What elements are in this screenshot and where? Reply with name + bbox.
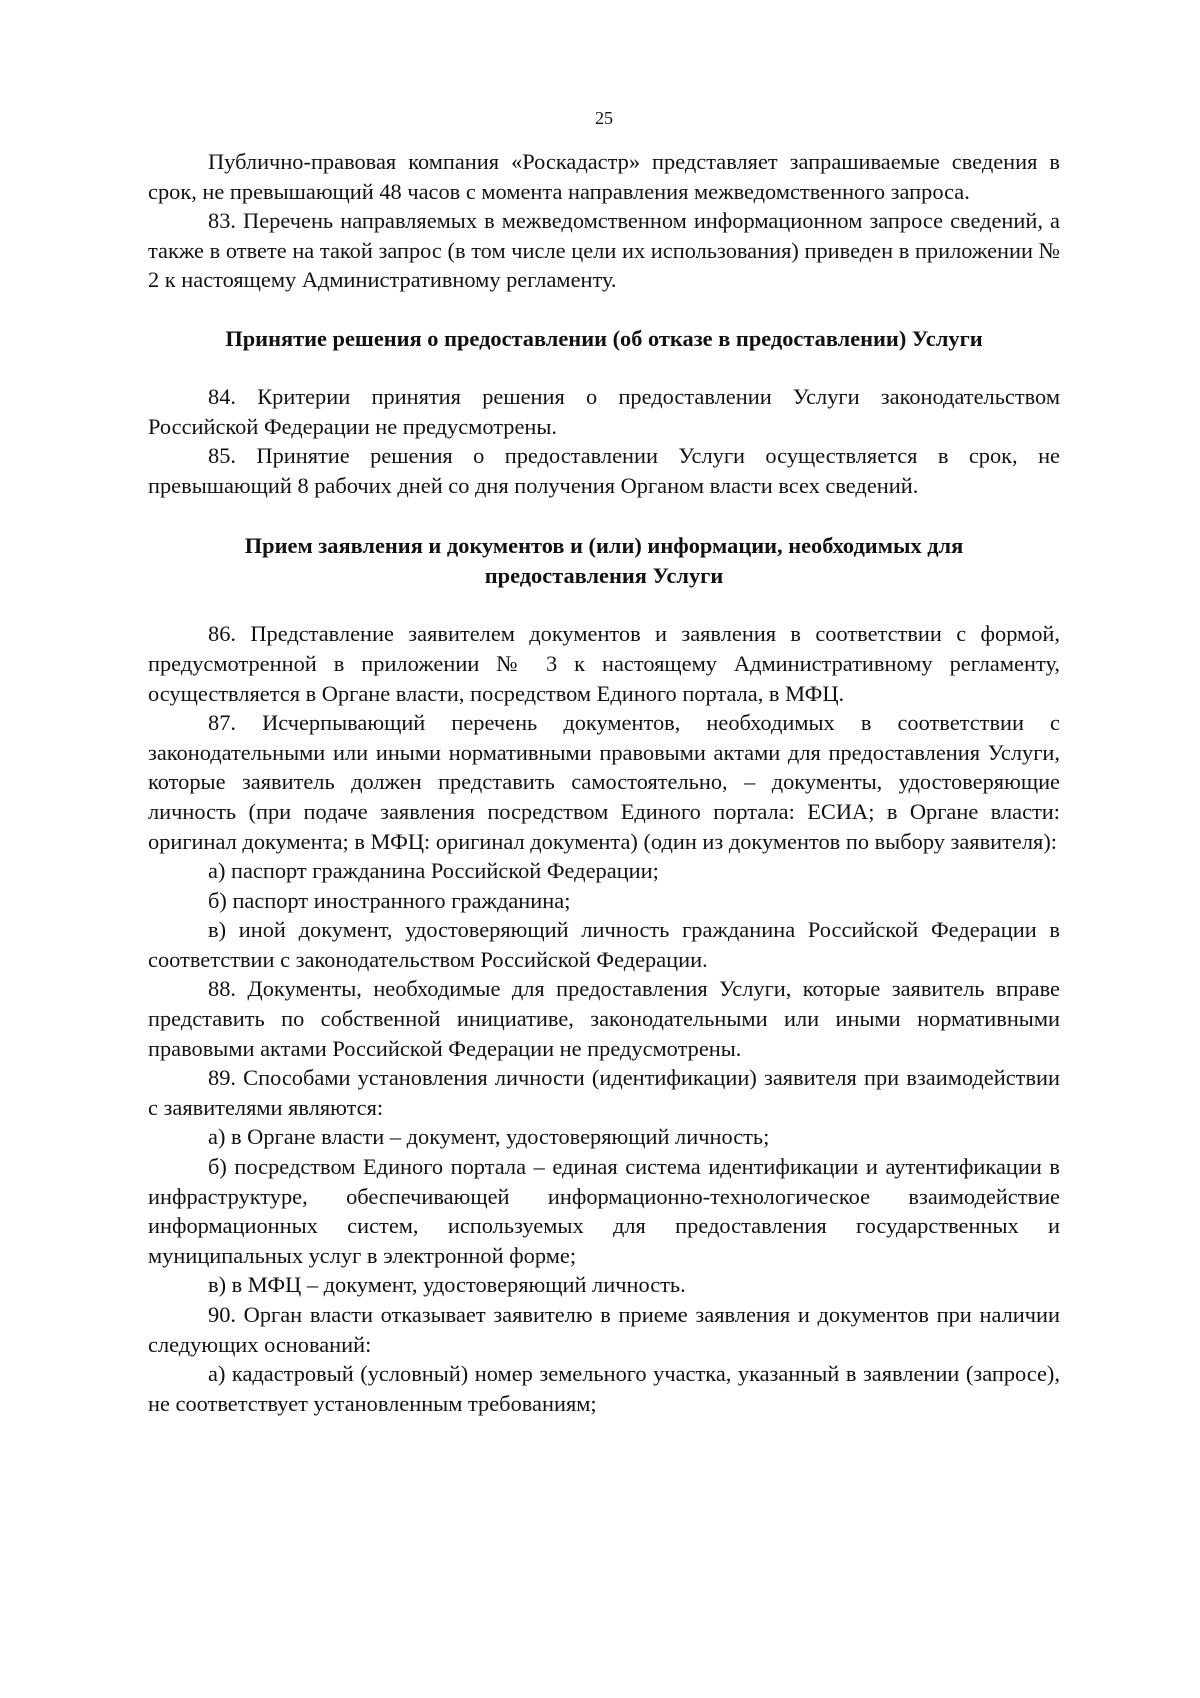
section-heading: Принятие решения о предоставлении (об отказе в предоставлении) Услуги [225,325,983,351]
paragraph: 87. Исчерпывающий перечень документов, необходимых в соответствии с законодательными или иными нормативными правовыми актами для предоставления Услуги, которые заявитель должен представить самостоятельно, – документы, удостоверяющие личность (при подаче заявления посредством Единого портала: ЕСИА; в Органе власти: оригинал документа; в МФЦ: оригинал документа) (один из документов по выбору заявителя): [148,710,1060,854]
paragraph: 85. Принятие решения о предоставлении Услуги осуществляется в срок, не превышающий 8 рабочих дней со дня получения Органом власти всех сведений. [148,443,1060,498]
list-item: б) посредством Единого портала – единая система идентификации и аутентификации в инфраструктуре, обеспечивающей информационно-технологическое взаимодействие информационных систем, используемых для предоставления государственных и муниципальных услуг в электронной форме; [148,1154,1060,1268]
paragraph: 83. Перечень направляемых в межведомственном информационном запросе сведений, а также в ответе на такой запрос (в том числе цели их использования) приведен в приложении № 2 к настоящему Административному регламенту. [148,208,1060,293]
document-body [148,147,1060,1418]
list-item: а) в Органе власти – документ, удостоверяющий личность; [208,1124,770,1150]
paragraph: Публично-правовая компания «Роскадастр» представляет запрашиваемые сведения в срок, не превышающий 48 часов с момента направления межведомственного запроса. [148,149,1060,204]
paragraph: 86. Представление заявителем документов и заявления в соответствии с формой, предусмотренной в приложении № 3 к настоящему Административному регламенту, осуществляется в Органе власти, посредством Единого портала, в МФЦ. [148,621,1060,706]
paragraph: 89. Способами установления личности (идентификации) заявителя при взаимодействии с заявителями являются: [148,1065,1060,1120]
list-item: в) в МФЦ – документ, удостоверяющий личность. [208,1272,686,1298]
list-item: а) паспорт гражданина Российской Федерации; [208,858,659,884]
paragraph: 84. Критерии принятия решения о предоставлении Услуги законодательством Российской Федерации не предусмотрены. [148,383,1060,439]
list-item: а) кадастровый (условный) номер земельного участка, указанный в заявлении (запросе), не соответствует установленным требованиям; [148,1361,1060,1416]
paragraph: 88. Документы, необходимые для предоставления Услуги, которые заявитель вправе представить по собственной инициативе, законодательными или иными нормативными правовыми актами Российской Федерации не предусмотрены. [148,976,1060,1061]
list-item: б) паспорт иностранного гражданина; [208,887,571,913]
list-item: в) иной документ, удостоверяющий личность гражданина Российской Федерации в соответствии с законодательством Российской Федерации. [148,917,1060,972]
section-heading: Прием заявления и документов и (или) информации, необходимых для предоставления Услуги [244,533,964,589]
paragraph: 90. Орган власти отказывает заявителю в приеме заявления и документов при наличии следующих оснований: [148,1302,1060,1357]
page-number: 25 [595,108,613,128]
